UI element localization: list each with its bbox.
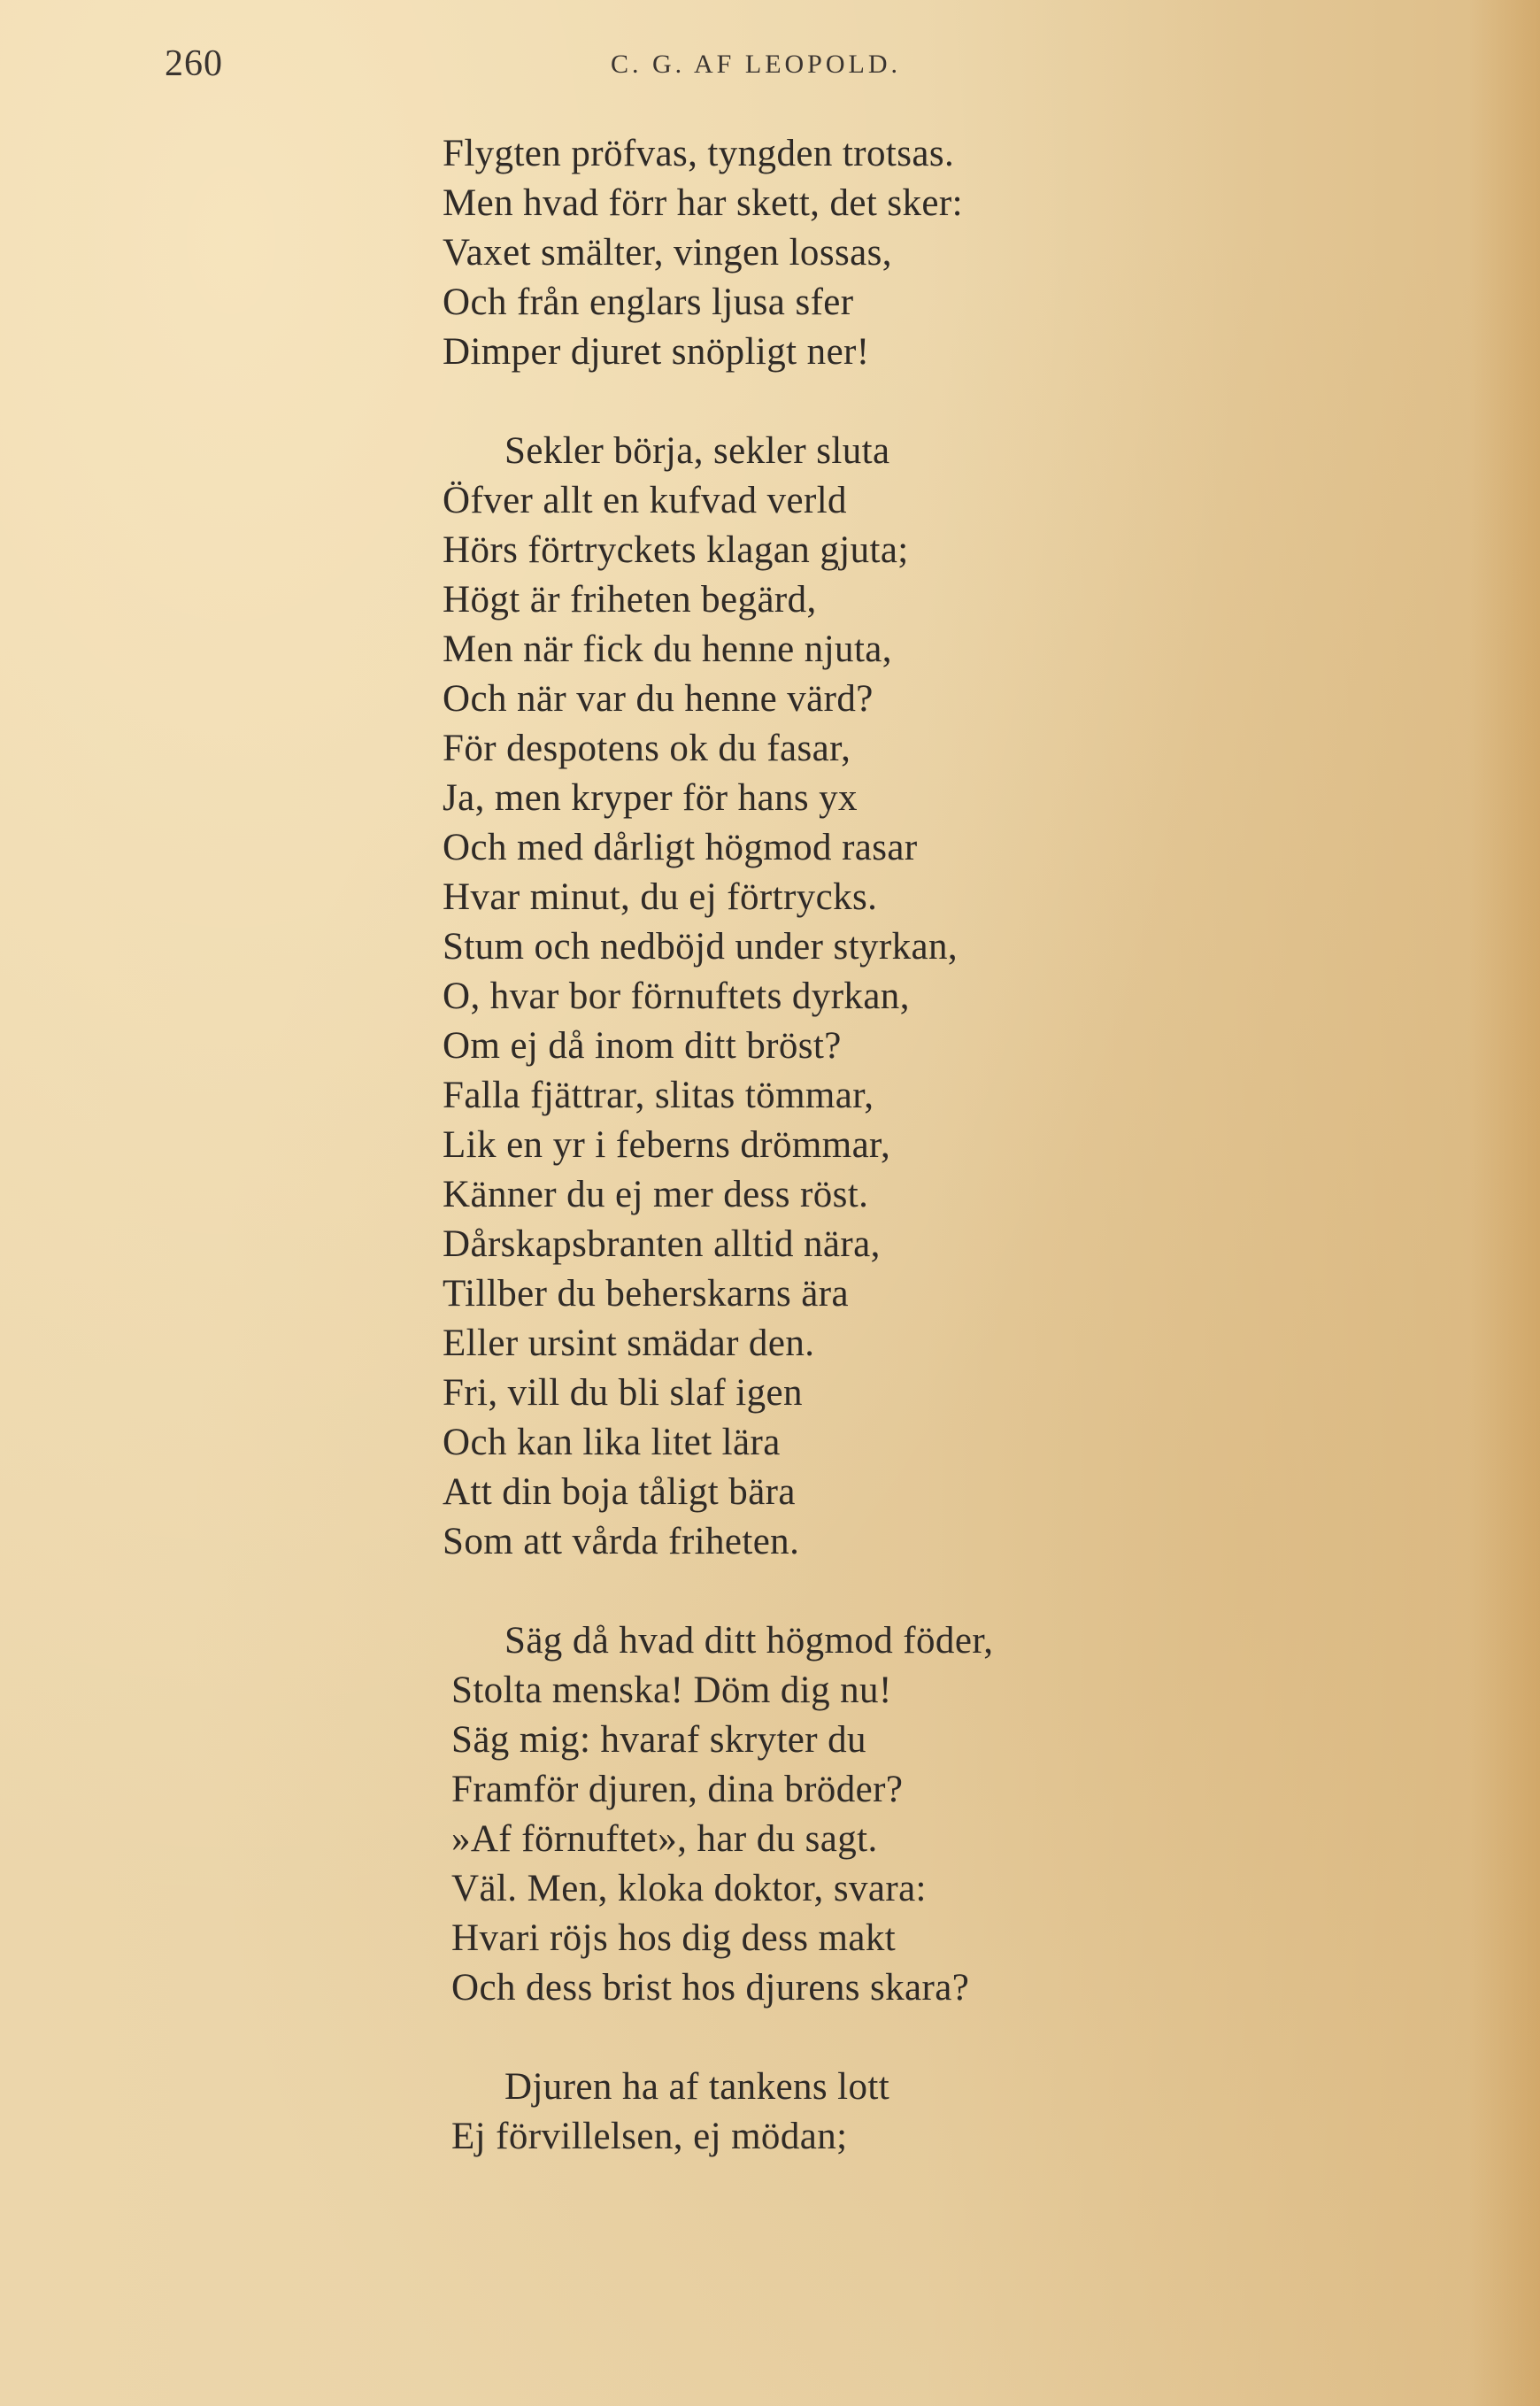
poem-line: För despotens ok du fasar,: [443, 728, 851, 769]
poem-line: Väl. Men, kloka doktor, svara:: [451, 1868, 927, 1909]
poem-line: Säg mig: hvaraf skryter du: [451, 1719, 866, 1761]
poem-line: Men hvad förr har skett, det sker:: [443, 182, 963, 224]
poem-line: Flygten pröfvas, tyngden trotsas.: [443, 133, 955, 174]
stanza-2: [443, 427, 1460, 1567]
poem-line: Ej förvillelsen, ej mödan;: [451, 2116, 848, 2157]
poem-line: Och dess brist hos djurens skara?: [451, 1967, 970, 2009]
poem-line: Och med dårligt högmod rasar: [443, 827, 918, 868]
page-edge-shadow: [1469, 0, 1540, 2406]
poem-line: Sekler börja, sekler sluta: [504, 430, 890, 472]
poem-line: Dårskapsbranten alltid nära,: [443, 1223, 881, 1265]
poem-line: Högt är friheten begärd,: [443, 579, 817, 621]
poem-line: Hvar minut, du ej förtrycks.: [443, 876, 878, 918]
poem-line: Att din boja tåligt bära: [443, 1471, 796, 1513]
poem-line: Stolta menska! Döm dig nu!: [451, 1670, 892, 1711]
poem-line: Säg då hvad ditt högmod föder,: [504, 1620, 994, 1662]
poem-line: Djuren ha af tankens lott: [504, 2066, 890, 2108]
poem-line: Känner du ej mer dess röst.: [443, 1174, 869, 1215]
poem-line: O, hvar bor förnuftets dyrkan,: [443, 976, 910, 1017]
poem-line: Och när var du henne värd?: [443, 678, 874, 720]
poem-line: Och från englars ljusa sfer: [443, 281, 854, 323]
page-number: 260: [165, 43, 223, 84]
poem-line: Tillber du beherskarns ära: [443, 1273, 850, 1315]
poem-line: Om ej då inom ditt bröst?: [443, 1025, 842, 1067]
poem-line: Falla fjättrar, slitas tömmar,: [443, 1075, 874, 1116]
running-head: [0, 42, 1540, 87]
poem-line: Vaxet smälter, vingen lossas,: [443, 232, 892, 274]
poem-line: Som att vårda friheten.: [443, 1521, 800, 1562]
poem-line: Ja, men kryper för hans yx: [443, 777, 858, 819]
poem-text: [443, 129, 1460, 2162]
poem-line: Dimper djuret snöpligt ner!: [443, 331, 870, 373]
poem-line: Hvari röjs hos dig dess makt: [451, 1917, 897, 1959]
poem-line: Men när fick du henne njuta,: [443, 628, 892, 670]
poem-line: Framför djuren, dina bröder?: [451, 1769, 904, 1810]
stanza-4: [443, 2063, 1460, 2162]
stanza-1: [443, 129, 1460, 377]
stanza-3: [443, 1616, 1460, 2013]
poem-line: Hörs förtryckets klagan gjuta;: [443, 529, 909, 571]
poem-line: »Af förnuftet», har du sagt.: [451, 1818, 878, 1860]
poem-line: Fri, vill du bli slaf igen: [443, 1372, 803, 1414]
poem-line: Lik en yr i feberns drömmar,: [443, 1124, 891, 1166]
poem-line: Och kan lika litet lära: [443, 1422, 781, 1463]
poem-line: Stum och nedböjd under styrkan,: [443, 926, 959, 968]
poem-line: Eller ursint smädar den.: [443, 1323, 815, 1364]
running-title: C. G. AF LEOPOLD.: [611, 50, 902, 79]
poem-line: Öfver allt en kufvad verld: [443, 480, 847, 521]
